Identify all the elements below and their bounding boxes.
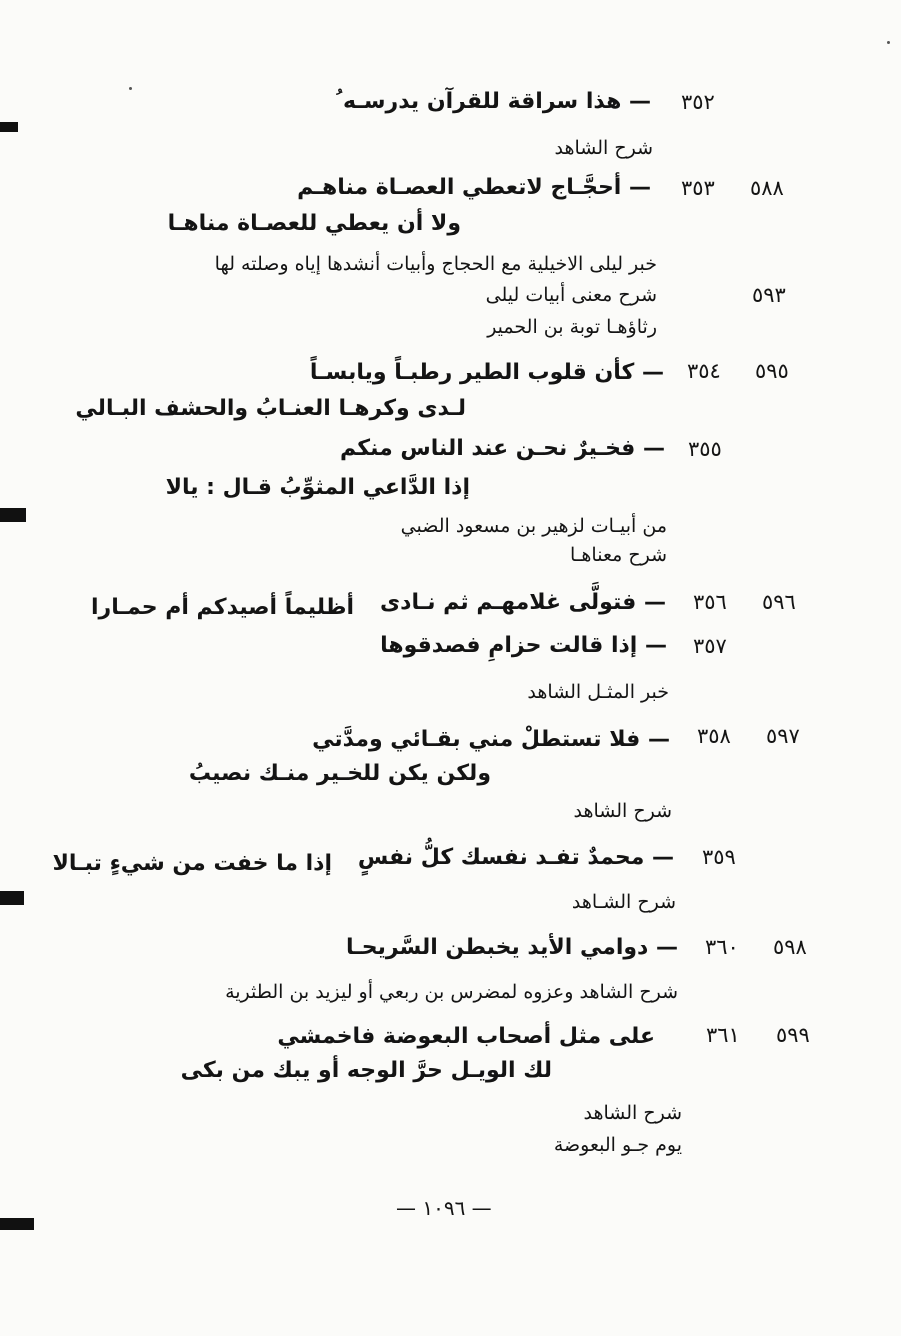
- verse-second-hemistich: إذا ما خفت من شيءٍ تبـالا: [52, 851, 332, 876]
- verse-line: — دوامي الأيد يخبطن السَّريحـا: [345, 935, 678, 960]
- note-line: رثاؤهـا توبة بن الحمير: [487, 316, 657, 338]
- verse-line: — إذا قالت حزامِ فصدقوها: [380, 633, 667, 658]
- note-line: يوم جـو البعوضة: [553, 1134, 682, 1156]
- scan-edge-mark: [0, 1218, 34, 1230]
- page-reference: ٥٩٨: [773, 935, 807, 959]
- speck: [129, 87, 132, 90]
- page-reference: ٥٩٦: [762, 590, 796, 614]
- note-line: من أبيـات لزهير بن مسعود الضبي: [400, 515, 667, 537]
- page-reference: ٥٩٣: [752, 283, 786, 307]
- verse-second-hemistich: أظليماً أصيدكم أم حمـارا: [90, 595, 354, 620]
- scan-edge-mark: [0, 891, 24, 905]
- entry-number: ٣٦١: [706, 1023, 740, 1047]
- verse-line: — فخـيرٌ نحـن عند الناس منكم: [340, 436, 665, 461]
- note-line: شرح معنى أبيات ليلى: [485, 284, 657, 306]
- entry-number: ٣٥٥: [688, 437, 722, 461]
- speck: [887, 41, 890, 44]
- note-line: شرح الشاهد وعزوه لمضرس بن ربعي أو ليزيد بن الطثرية: [225, 981, 678, 1003]
- scan-edge-mark: [0, 122, 18, 132]
- verse-second-hemistich: لك الويـل حرَّ الوجه أو يبك من بكى: [180, 1058, 552, 1083]
- scan-edge-mark: [0, 508, 26, 522]
- page-reference: ٥٩٩: [776, 1023, 810, 1047]
- note-line: شرح معناهـا: [570, 544, 667, 566]
- note-line: شرح الشـاهد: [571, 891, 676, 913]
- verse-second-hemistich: إذا الدَّاعي المثوِّبُ قـال : يالا: [165, 475, 470, 500]
- verse-line: على مثل أصحاب البعوضة فاخمشي: [277, 1024, 655, 1049]
- verse-line: — هذا سراقة للقرآن يدرسـه ُ: [335, 89, 651, 114]
- verse-line: — فلا تستطلْ مني بقـائي ومدَّتي: [312, 727, 670, 752]
- verse-line: — محمدٌ تفـد نفسك كلُّ نفسٍ: [357, 845, 674, 870]
- page-number: — ١٠٩٦ —: [396, 1196, 492, 1220]
- entry-number: ٣٥٤: [687, 359, 721, 383]
- page-reference: ٥٩٥: [755, 359, 789, 383]
- note-line: شرح الشاهد: [554, 137, 653, 159]
- entry-number: ٣٥٩: [702, 845, 736, 869]
- verse-second-hemistich: ولا أن يعطي للعصـاة مناهـا: [167, 211, 461, 236]
- entry-number: ٣٥٦: [693, 590, 727, 614]
- verse-line: — أحجَّـاج لاتعطي العصـاة مناهـم: [297, 175, 651, 200]
- note-line: خبر المثـل الشاهد: [527, 681, 669, 703]
- entry-number: ٣٥٧: [693, 634, 727, 658]
- page-reference: ٥٨٨: [750, 176, 784, 200]
- note-line: شرح الشاهد: [583, 1102, 682, 1124]
- entry-number: ٣٦٠: [705, 935, 739, 959]
- verse-second-hemistich: ولكن يكن للخـير منـك نصيبُ: [188, 761, 491, 786]
- entry-number: ٣٥٣: [681, 176, 715, 200]
- page-reference: ٥٩٧: [766, 724, 800, 748]
- note-line: شرح الشاهد: [573, 800, 672, 822]
- entry-number: ٣٥٢: [681, 90, 715, 114]
- entry-number: ٣٥٨: [697, 724, 731, 748]
- verse-second-hemistich: لـدى وكرهـا العنـابُ والحشف البـالي: [75, 396, 466, 421]
- verse-line: — كأن قلوب الطير رطبـاً ويابسـاً: [309, 360, 664, 385]
- verse-line: — فتولَّى غلامهـم ثم نـادى: [380, 590, 666, 615]
- note-line: خبر ليلى الاخيلية مع الحجاج وأبيات أنشدها إياه وصلته لها: [214, 253, 657, 275]
